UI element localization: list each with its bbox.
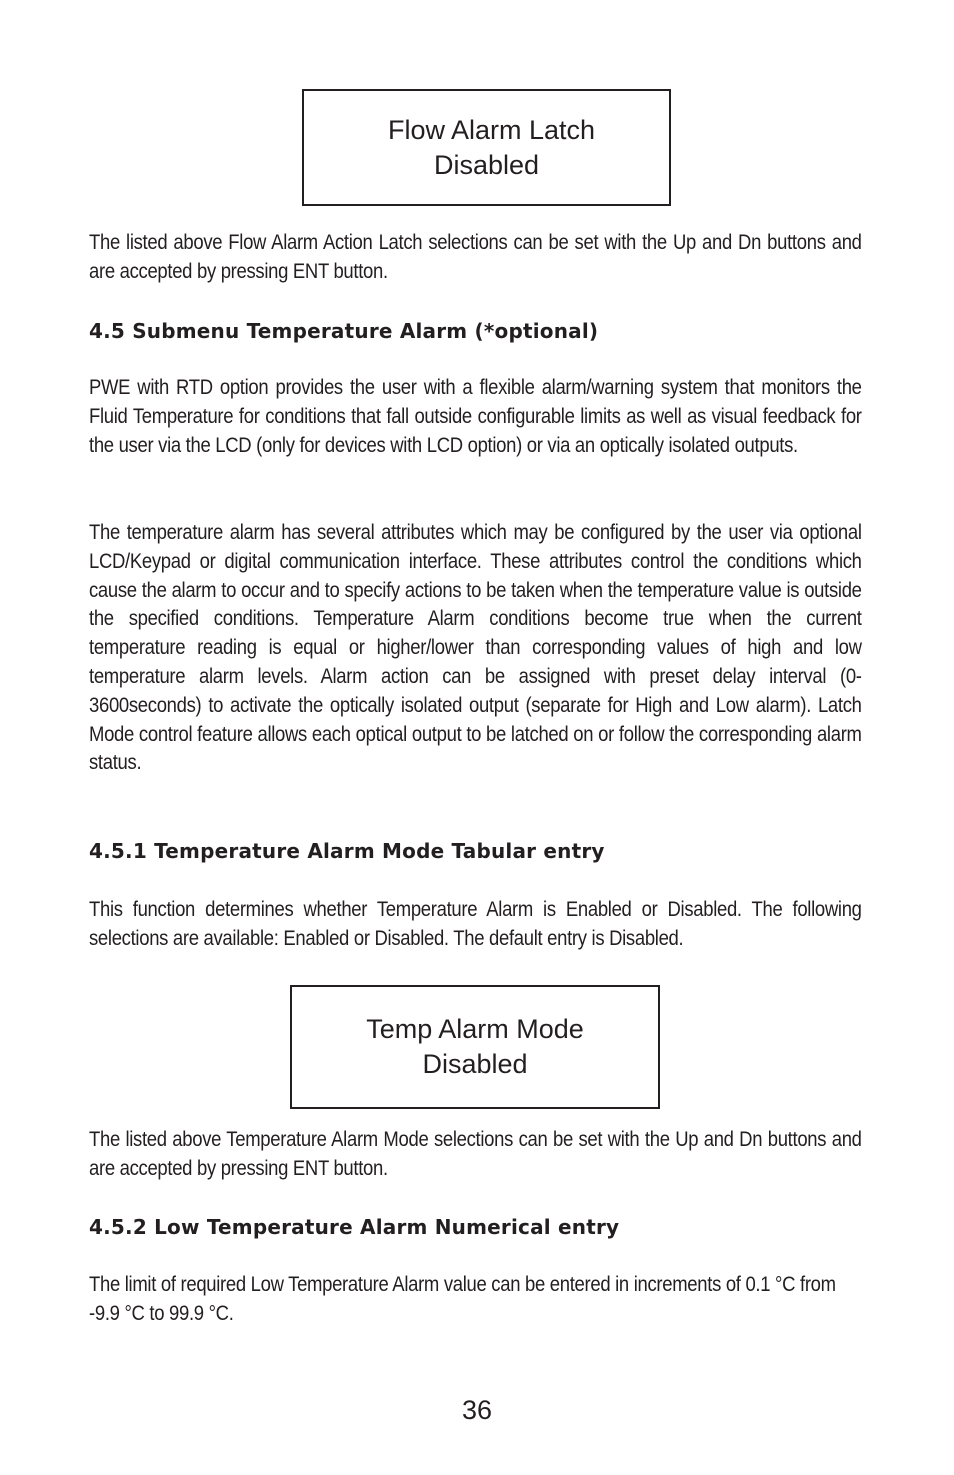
- page-number: 36: [461, 1395, 493, 1425]
- lcd-line-2: Disabled: [433, 149, 540, 180]
- paragraph-temp-alarm-mode-instructions: The listed above Temperature Alarm Mode selections can be set with the Up and Dn buttons and are accepted by pressing ENT button.: [89, 1128, 862, 1180]
- lcd-line-1: Flow Alarm Latch: [387, 114, 596, 145]
- lcd-display-temp-alarm-mode: [290, 985, 660, 1109]
- paragraph-temperature-alarm-attributes: The temperature alarm has several attributes which may be configured by the user via optional LCD/Keypad or digital communication interface. These attributes control the conditions which cause the alarm to occur and to specify actions to be taken when the temperature value is outside the specified conditions. Temperature Alarm conditions become true when the current temperature reading is equal or higher/lower than corresponding values of high and low temperature alarm levels. Alarm action can be assigned with preset delay interval (0-3600seconds) to activate the optically isolated output (separate for High and Low alarm). Latch Mode control feature allows each optical output to be latched on or follow the corresponding alarm status.: [89, 521, 862, 775]
- paragraph-flow-latch-instructions: The listed above Flow Alarm Action Latch selections can be set with the Up and Dn buttons and are accepted by pressing ENT button.: [89, 231, 862, 283]
- section-heading-4-5-2: 4.5.2 Low Temperature Alarm Numerical entry: [89, 1215, 620, 1239]
- lcd-line-2: Disabled: [422, 1049, 528, 1079]
- paragraph-rtd-option-overview: PWE with RTD option provides the user with a flexible alarm/warning system that monitors the Fluid Temperature for conditions that fall outside configurable limits as well as visual feedback for the user via the LCD (only for devices with LCD option) or via an optically isolated outputs.: [89, 376, 862, 457]
- section-heading-4-5-1: 4.5.1 Temperature Alarm Mode Tabular entry: [89, 839, 605, 863]
- lcd-line-1: Temp Alarm Mode: [366, 1014, 584, 1044]
- lcd-display-flow-alarm-latch: [302, 89, 671, 206]
- section-heading-4-5: 4.5 Submenu Temperature Alarm (*optional): [89, 319, 599, 343]
- paragraph-temp-alarm-mode-description: This function determines whether Temperature Alarm is Enabled or Disabled. The following selections are available: Enabled or Disabled. The default entry is Disabled.: [89, 898, 862, 950]
- paragraph-low-temp-alarm-limits: The limit of required Low Temperature Alarm value can be entered in increments of 0.1 °C from -9.9 °C to 99.9 °C.: [89, 1273, 836, 1325]
